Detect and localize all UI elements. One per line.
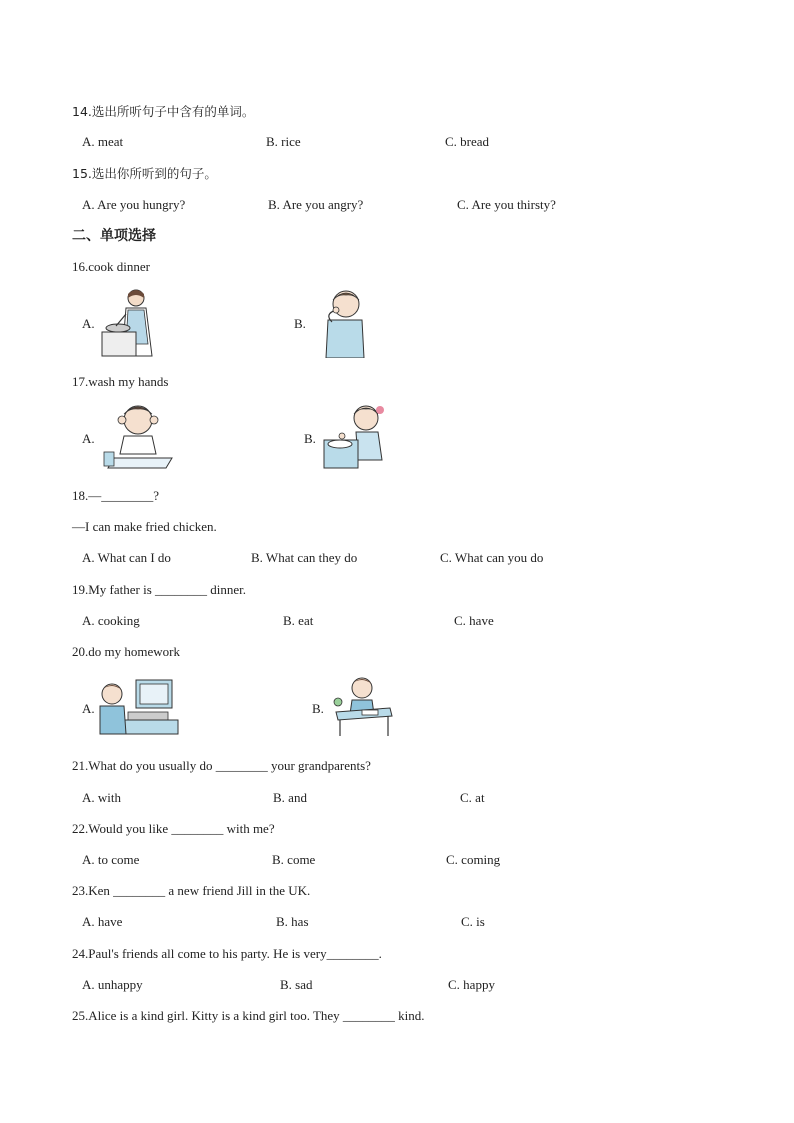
q23-option-a[interactable]: A. have <box>82 914 123 929</box>
woman-cooking-icon <box>98 284 158 359</box>
q22-option-c[interactable]: C. coming <box>446 852 501 867</box>
question-20-stem: 20.do my homework <box>72 644 180 659</box>
q15-option-b[interactable]: B. Are you angry? <box>268 197 364 212</box>
q20-option-a[interactable]: A. <box>82 701 95 716</box>
q19-option-c[interactable]: C. have <box>454 613 494 628</box>
section-heading: 二、单项选择 <box>72 228 156 244</box>
q22-option-b[interactable]: B. come <box>272 852 316 867</box>
q24-option-b[interactable]: B. sad <box>280 977 313 992</box>
q14-option-b[interactable]: B. rice <box>266 134 301 149</box>
q14-option-a[interactable]: A. meat <box>82 134 124 149</box>
q19-option-a[interactable]: A. cooking <box>82 613 140 628</box>
boy-doing-homework-icon <box>332 672 394 738</box>
question-19-stem: 19.My father is ________ dinner. <box>72 582 247 597</box>
q16-option-a[interactable]: A. <box>82 316 95 331</box>
question-24-stem: 24.Paul's friends all come to his party. He is very________. <box>72 946 382 961</box>
q15-option-a[interactable]: A. Are you hungry? <box>82 197 186 212</box>
q20-option-b[interactable]: B. <box>312 701 324 716</box>
boy-brushing-teeth-icon <box>314 286 366 358</box>
q14-option-c[interactable]: C. bread <box>445 134 490 149</box>
q21-option-a[interactable]: A. with <box>82 790 121 805</box>
q18-option-a[interactable]: A. What can I do <box>82 550 171 565</box>
question-23-stem: 23.Ken ________ a new friend Jill in the UK. <box>72 883 311 898</box>
boy-at-computer-icon <box>98 676 182 736</box>
q22-option-a[interactable]: A. to come <box>82 852 140 867</box>
q23-option-b[interactable]: B. has <box>276 914 309 929</box>
q24-option-a[interactable]: A. unhappy <box>82 977 143 992</box>
question-15-stem: 15.选出你所听到的句子。 <box>72 166 217 181</box>
q17-option-a[interactable]: A. <box>82 431 95 446</box>
q16-option-b[interactable]: B. <box>294 316 306 331</box>
girl-washing-hands-icon <box>322 400 388 470</box>
q18-option-c[interactable]: C. What can you do <box>440 550 544 565</box>
question-17-stem: 17.wash my hands <box>72 374 169 389</box>
q18-option-b[interactable]: B. What can they do <box>251 550 358 565</box>
question-18-answer-line: —I can make fried chicken. <box>72 519 217 534</box>
question-22-stem: 22.Would you like ________ with me? <box>72 821 275 836</box>
question-14-stem: 14.选出所听句子中含有的单词。 <box>72 104 255 119</box>
question-16-stem: 16.cook dinner <box>72 259 150 274</box>
q23-option-c[interactable]: C. is <box>461 914 485 929</box>
child-washing-face-icon <box>100 398 176 470</box>
question-25-stem: 25.Alice is a kind girl. Kitty is a kind girl too. They ________ kind. <box>72 1008 425 1023</box>
q24-option-c[interactable]: C. happy <box>448 977 495 992</box>
q17-option-b[interactable]: B. <box>304 431 316 446</box>
q19-option-b[interactable]: B. eat <box>283 613 314 628</box>
q21-option-b[interactable]: B. and <box>273 790 307 805</box>
q15-option-c[interactable]: C. Are you thirsty? <box>457 197 556 212</box>
q21-option-c[interactable]: C. at <box>460 790 485 805</box>
question-21-stem: 21.What do you usually do ________ your grandparents? <box>72 758 371 773</box>
question-18-stem: 18.—________? <box>72 488 160 503</box>
